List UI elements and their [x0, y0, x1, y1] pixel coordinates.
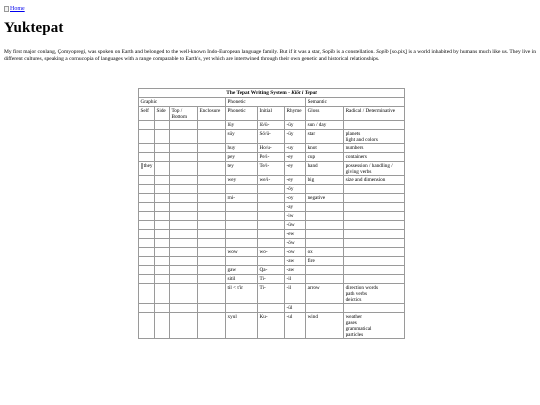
rhyme-cell: -ow — [285, 248, 306, 257]
table-caption — [138, 88, 405, 97]
initial-cell: Ku- — [258, 313, 285, 339]
graphic-cell — [170, 275, 198, 284]
column-header: Initial — [258, 107, 285, 121]
rhyme-cell: -ey — [285, 162, 306, 176]
gloss-cell: wind — [306, 313, 344, 339]
column-header: Enclosure — [198, 107, 226, 121]
gloss-cell — [306, 221, 344, 230]
graphic-cell — [198, 153, 226, 162]
gloss-cell: ox — [306, 248, 344, 257]
graphic-cell — [139, 203, 155, 212]
glyph-image-alt: they — [143, 162, 153, 169]
intro-text-2: [so.pix̞] is a world inhabited by humans much like us. They live in different cultures, speaking a cornucopia of languages with a range comparable to Earth's, yet which are intertwined through their own genetic and historical relationships. — [4, 49, 536, 62]
gloss-cell — [306, 212, 344, 221]
graphic-cell — [170, 130, 198, 144]
graphic-cell — [198, 121, 226, 130]
gloss-cell — [306, 304, 344, 313]
gloss-cell: knot — [306, 144, 344, 153]
graphic-cell — [198, 313, 226, 339]
broken-image-icon — [141, 163, 143, 169]
graphic-cell — [170, 221, 198, 230]
rhyme-cell: -üy — [285, 121, 306, 130]
phonetic-cell: wow — [226, 248, 258, 257]
table-row — [139, 239, 405, 248]
radical-cell — [344, 304, 405, 313]
graphic-cell — [139, 275, 155, 284]
graphic-cell — [139, 121, 155, 130]
phonetic-cell: huy — [226, 144, 258, 153]
graphic-cell — [198, 266, 226, 275]
column-header: Gloss — [306, 107, 344, 121]
rhyme-cell: -üw — [285, 221, 306, 230]
graphic-cell — [155, 185, 170, 194]
graphic-cell — [170, 144, 198, 153]
table-row — [139, 121, 405, 130]
graphic-cell — [139, 257, 155, 266]
graphic-cell — [155, 162, 170, 176]
phonetic-cell — [226, 221, 258, 230]
graphic-cell — [170, 203, 198, 212]
graphic-cell — [139, 185, 155, 194]
writing-system-table — [138, 88, 405, 339]
graphic-cell — [170, 266, 198, 275]
rhyme-cell: -oy — [285, 194, 306, 203]
initial-cell — [258, 185, 285, 194]
home-link[interactable] — [4, 6, 25, 12]
graphic-cell — [198, 284, 226, 304]
initial-cell — [258, 212, 285, 221]
table-row — [139, 130, 405, 144]
graphic-cell — [139, 176, 155, 185]
graphic-cell — [155, 257, 170, 266]
column-header-row — [139, 107, 405, 121]
intro-italic-term: Sopīb — [376, 49, 389, 55]
table-body — [139, 121, 405, 339]
column-header: Top / Bottom — [170, 107, 198, 121]
rhyme-cell: -aw — [285, 257, 306, 266]
graphic-cell — [170, 153, 198, 162]
table-row — [139, 266, 405, 275]
graphic-cell — [170, 162, 198, 176]
rhyme-cell: -uy — [285, 144, 306, 153]
graphic-cell — [170, 230, 198, 239]
gloss-cell — [306, 275, 344, 284]
graphic-cell — [155, 194, 170, 203]
initial-cell: Qa- — [258, 266, 285, 275]
phonetic-cell: tey — [226, 162, 258, 176]
graphic-cell — [155, 248, 170, 257]
initial-cell: lö/ü- — [258, 121, 285, 130]
phonetic-cell — [226, 212, 258, 221]
graphic-cell — [139, 248, 155, 257]
graphic-cell — [198, 275, 226, 284]
table-row — [139, 185, 405, 194]
table-row — [139, 212, 405, 221]
table-row — [139, 275, 405, 284]
initial-cell — [258, 221, 285, 230]
page-title: Yuktepat — [4, 20, 64, 36]
phonetic-cell: gaw — [226, 266, 258, 275]
phonetic-cell: rni- — [226, 194, 258, 203]
graphic-cell — [198, 130, 226, 144]
writing-system-table-container — [138, 88, 404, 339]
phonetic-cell: sitil — [226, 275, 258, 284]
graphic-cell — [198, 162, 226, 176]
initial-cell: Ho/u- — [258, 144, 285, 153]
graphic-cell — [198, 230, 226, 239]
rhyme-cell: -ay — [285, 203, 306, 212]
initial-cell: Ti- — [258, 284, 285, 304]
gloss-cell: big — [306, 176, 344, 185]
radical-cell: possession / handling / giving verbs — [344, 162, 405, 176]
graphic-cell — [170, 212, 198, 221]
gloss-cell: cup — [306, 153, 344, 162]
radical-cell: size and dimension — [344, 176, 405, 185]
phonetic-cell — [226, 239, 258, 248]
graphic-cell — [155, 203, 170, 212]
column-header: Radical / Determinative — [344, 107, 405, 121]
radical-cell — [344, 257, 405, 266]
rhyme-cell: -öy — [285, 185, 306, 194]
rhyme-cell: -ew — [285, 230, 306, 239]
rhyme-cell: -ey — [285, 176, 306, 185]
graphic-cell — [170, 284, 198, 304]
column-header: Self — [139, 107, 155, 121]
gloss-cell: hand — [306, 162, 344, 176]
radical-cell — [344, 275, 405, 284]
rhyme-cell: -üy — [285, 130, 306, 144]
home-link-label: Home — [10, 6, 25, 12]
phonetic-cell: wey — [226, 176, 258, 185]
column-header: Rhyme — [285, 107, 306, 121]
graphic-cell — [155, 153, 170, 162]
radical-cell — [344, 212, 405, 221]
graphic-cell — [198, 221, 226, 230]
radical-cell — [344, 248, 405, 257]
radical-cell — [344, 266, 405, 275]
phonetic-cell — [226, 185, 258, 194]
initial-cell — [258, 203, 285, 212]
phonetic-cell — [226, 257, 258, 266]
group-header-phonetic: Phonetic — [226, 98, 306, 107]
initial-cell — [258, 230, 285, 239]
column-header: Phonetic — [226, 107, 258, 121]
table-row — [139, 257, 405, 266]
rhyme-cell: -öw — [285, 239, 306, 248]
table-row — [139, 221, 405, 230]
table-row — [139, 153, 405, 162]
radical-cell — [344, 185, 405, 194]
rhyme-cell: -il — [285, 284, 306, 304]
graphic-cell — [155, 176, 170, 185]
graphic-cell — [155, 266, 170, 275]
radical-cell — [344, 194, 405, 203]
gloss-cell — [306, 185, 344, 194]
phonetic-cell: til < t'ir — [226, 284, 258, 304]
rhyme-cell: -ul — [285, 313, 306, 339]
table-row — [139, 248, 405, 257]
radical-cell: weather gases grammatical particles — [344, 313, 405, 339]
graphic-cell — [139, 230, 155, 239]
group-header-row — [139, 98, 405, 107]
table-caption-italic: Klōt i Tepat — [291, 90, 317, 96]
graphic-cell — [139, 304, 155, 313]
rhyme-cell: -aw — [285, 266, 306, 275]
radical-cell: planets light and colors — [344, 130, 405, 144]
table-row — [139, 230, 405, 239]
phonetic-cell — [226, 304, 258, 313]
initial-cell: Ti- — [258, 275, 285, 284]
graphic-cell — [155, 275, 170, 284]
rhyme-cell: -ey — [285, 153, 306, 162]
glyph-image — [141, 163, 153, 169]
graphic-cell — [155, 284, 170, 304]
gloss-cell: negative — [306, 194, 344, 203]
table-row — [139, 176, 405, 185]
gloss-cell: star — [306, 130, 344, 144]
graphic-cell — [170, 239, 198, 248]
radical-cell — [344, 203, 405, 212]
table-caption-main: The Tepat Writing System - — [226, 90, 292, 96]
group-header-semantic: Semantic — [306, 98, 405, 107]
table-row — [139, 313, 405, 339]
graphic-cell — [139, 153, 155, 162]
graphic-cell — [155, 144, 170, 153]
graphic-cell — [139, 266, 155, 275]
radical-cell — [344, 221, 405, 230]
gloss-cell — [306, 266, 344, 275]
graphic-cell — [155, 221, 170, 230]
initial-cell — [258, 257, 285, 266]
gloss-cell: arrow — [306, 284, 344, 304]
radical-cell: containers — [344, 153, 405, 162]
gloss-cell — [306, 203, 344, 212]
radical-cell — [344, 230, 405, 239]
broken-image-icon — [4, 6, 9, 12]
rhyme-cell: -ül — [285, 304, 306, 313]
radical-cell — [344, 239, 405, 248]
graphic-cell — [170, 304, 198, 313]
initial-cell — [258, 194, 285, 203]
graphic-cell — [139, 130, 155, 144]
radical-cell: direction words path verbs deictics — [344, 284, 405, 304]
table-row — [139, 304, 405, 313]
table-row — [139, 284, 405, 304]
graphic-cell — [139, 284, 155, 304]
graphic-cell — [155, 313, 170, 339]
initial-cell — [258, 304, 285, 313]
graphic-cell — [198, 144, 226, 153]
graphic-cell — [139, 239, 155, 248]
graphic-cell — [170, 248, 198, 257]
column-header: Side — [155, 107, 170, 121]
graphic-cell — [198, 257, 226, 266]
graphic-cell — [139, 144, 155, 153]
graphic-cell — [198, 176, 226, 185]
gloss-cell: fire — [306, 257, 344, 266]
rhyme-cell: -il — [285, 275, 306, 284]
phonetic-cell: süy — [226, 130, 258, 144]
graphic-cell — [139, 313, 155, 339]
table-row — [139, 194, 405, 203]
initial-cell: wo- — [258, 248, 285, 257]
initial-cell: we/i- — [258, 176, 285, 185]
graphic-cell — [198, 304, 226, 313]
graphic-cell — [155, 230, 170, 239]
graphic-cell — [155, 121, 170, 130]
initial-cell: Te/i- — [258, 162, 285, 176]
radical-cell — [344, 121, 405, 130]
phonetic-cell: xyul — [226, 313, 258, 339]
phonetic-cell: lüy — [226, 121, 258, 130]
graphic-cell — [198, 239, 226, 248]
rhyme-cell: -iw — [285, 212, 306, 221]
gloss-cell — [306, 239, 344, 248]
graphic-cell — [170, 121, 198, 130]
radical-cell: numbers — [344, 144, 405, 153]
phonetic-cell: pey — [226, 153, 258, 162]
graphic-cell — [170, 185, 198, 194]
graphic-cell — [170, 313, 198, 339]
graphic-cell — [139, 221, 155, 230]
initial-cell: Sö/ü- — [258, 130, 285, 144]
graphic-cell — [198, 203, 226, 212]
table-row — [139, 162, 405, 176]
graphic-cell — [170, 257, 198, 266]
phonetic-cell — [226, 230, 258, 239]
graphic-cell — [198, 194, 226, 203]
graphic-cell — [155, 304, 170, 313]
intro-paragraph — [4, 49, 536, 62]
graphic-cell — [198, 248, 226, 257]
graphic-cell — [170, 176, 198, 185]
graphic-cell — [170, 194, 198, 203]
graphic-cell — [198, 185, 226, 194]
graphic-cell — [155, 212, 170, 221]
glyph-image-cell — [139, 162, 155, 176]
table-row — [139, 203, 405, 212]
initial-cell: Pe/i- — [258, 153, 285, 162]
gloss-cell: sun / day — [306, 121, 344, 130]
graphic-cell — [139, 212, 155, 221]
initial-cell — [258, 239, 285, 248]
table-row — [139, 144, 405, 153]
graphic-cell — [139, 194, 155, 203]
intro-text-1: My first major conlang, Çomyopregi, was spoken on Earth and belonged to the well-known Indo-European language family. But if it was a star, Sopīb is a constellation. — [4, 49, 377, 55]
graphic-cell — [155, 130, 170, 144]
graphic-cell — [198, 212, 226, 221]
phonetic-cell — [226, 203, 258, 212]
gloss-cell — [306, 230, 344, 239]
graphic-cell — [155, 239, 170, 248]
group-header-graphic: Graphic — [139, 98, 226, 107]
